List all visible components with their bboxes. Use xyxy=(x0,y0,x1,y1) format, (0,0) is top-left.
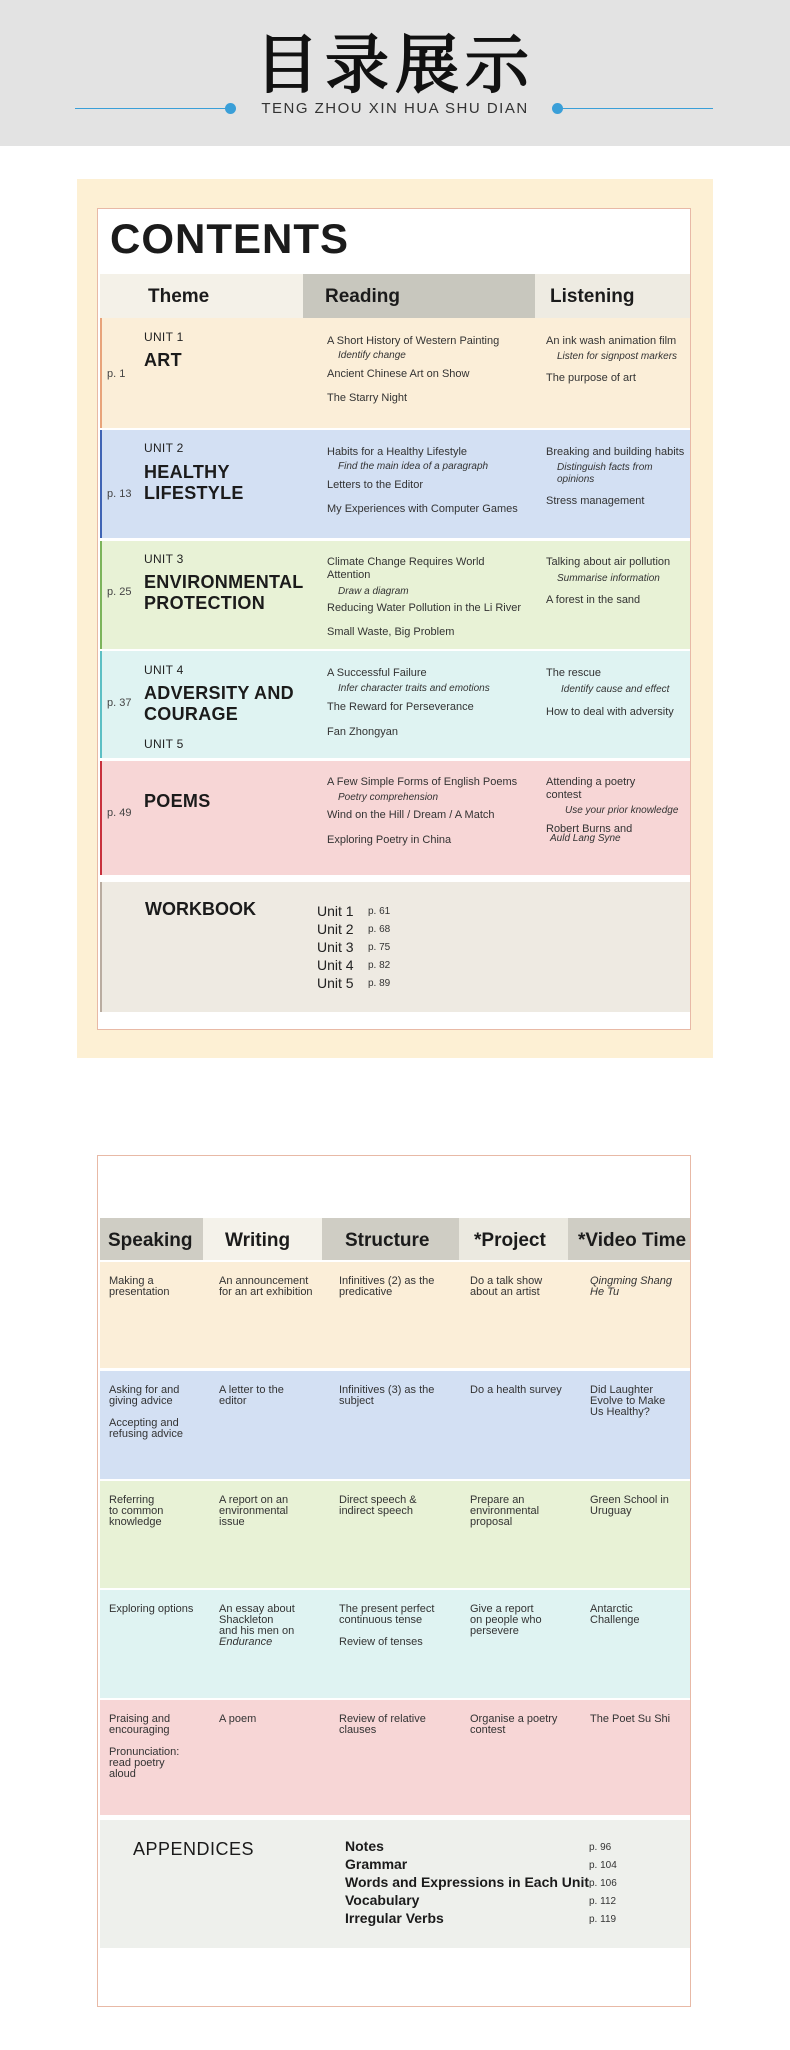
project-cell-line: proposal xyxy=(470,1516,513,1528)
reading-item: Ancient Chinese Art on Show xyxy=(327,368,470,380)
reading-item: The Starry Night xyxy=(327,392,408,404)
speaking-cell-line: to common xyxy=(109,1505,164,1517)
unit-title: ART xyxy=(144,350,182,370)
listening-skill: Summarise information xyxy=(557,573,660,584)
appendix-item: Words and Expressions in Each Unit xyxy=(345,1874,590,1890)
reading-item: Climate Change Requires World Attention xyxy=(327,556,485,581)
reading-item: Letters to the Editor xyxy=(327,479,423,491)
workbook-page: p. 82 xyxy=(368,960,391,971)
structure-cell-line: clauses xyxy=(339,1724,377,1736)
video-cell-line: Challenge xyxy=(590,1614,640,1626)
speaking-cell-line: encouraging xyxy=(109,1724,170,1736)
header-banner xyxy=(0,0,790,146)
speaking-cell-line: aloud xyxy=(109,1768,136,1780)
reading-item: A Short History of Western Painting xyxy=(327,335,500,347)
listening-skill: Auld Lang Syne xyxy=(550,833,621,844)
unit-title: COURAGE xyxy=(144,704,239,724)
unit-accent-bar xyxy=(100,761,102,875)
structure-cell-line: predicative xyxy=(339,1286,393,1298)
video-cell-line: He Tu xyxy=(590,1286,620,1298)
unit-title: PROTECTION xyxy=(144,593,266,613)
speaking-cell-line: Praising and xyxy=(109,1713,171,1725)
appendix-page: p. 104 xyxy=(589,1860,617,1871)
speaking-cell-line: presentation xyxy=(109,1286,170,1298)
banner-subtitle: TENG ZHOU XIN HUA SHU DIAN xyxy=(261,100,529,117)
workbook-unit: Unit 3 xyxy=(317,939,354,955)
video-cell-line: Antarctic xyxy=(590,1603,633,1615)
reading-item: Exploring Poetry in China xyxy=(327,834,452,846)
workbook-title: WORKBOOK xyxy=(145,899,256,919)
unit-label: UNIT 1 xyxy=(144,330,184,344)
project-cell-line: Organise a poetry xyxy=(470,1713,558,1725)
workbook-unit: Unit 5 xyxy=(317,975,354,991)
unit-accent-bar xyxy=(100,430,102,538)
writing-cell-line: An essay about xyxy=(219,1603,295,1615)
workbook-accent xyxy=(100,882,102,1012)
listening-item: The purpose of art xyxy=(546,372,636,384)
listening-skill: Use your prior knowledge xyxy=(565,805,679,816)
listening-skill: Listen for signpost markers xyxy=(557,351,678,362)
workbook-page: p. 61 xyxy=(368,906,391,917)
banner-title: 目录展示 xyxy=(255,29,535,103)
listening-item: An ink wash animation film xyxy=(546,335,677,347)
unit-accent-bar xyxy=(100,318,102,428)
speaking-cell-line: Accepting and xyxy=(109,1417,179,1429)
workbook-page: p. 75 xyxy=(368,942,391,953)
project-cell-line: Do a talk show xyxy=(470,1275,543,1287)
video-cell-line: Uruguay xyxy=(590,1505,632,1517)
reading-item: The Reward for Perseverance xyxy=(327,701,474,713)
structure-cell-line: continuous tense xyxy=(339,1614,423,1626)
speaking-cell-line: Pronunciation: xyxy=(109,1746,180,1758)
banner-right-line xyxy=(560,108,713,109)
writing-cell-line: editor xyxy=(219,1395,247,1407)
structure-cell-line: The present perfect xyxy=(339,1603,435,1615)
structure-cell-line: Infinitives (2) as the xyxy=(339,1275,435,1287)
unit-title: ENVIRONMENTAL xyxy=(144,572,304,592)
unit-page-number: p. 25 xyxy=(107,586,132,598)
listening-item: Breaking and building habits xyxy=(546,446,685,458)
speaking-cell-line: read poetry xyxy=(109,1757,165,1769)
unit-title: LIFESTYLE xyxy=(144,483,244,503)
reading-skill: Infer character traits and emotions xyxy=(338,683,490,694)
writing-cell-line: A report on an xyxy=(219,1494,289,1506)
unit-title: ADVERSITY AND xyxy=(144,683,294,703)
video-cell-line: Us Healthy? xyxy=(590,1406,650,1418)
listening-item: Stress management xyxy=(546,495,645,507)
project-cell-line: persevere xyxy=(470,1625,519,1637)
listening-item: A forest in the sand xyxy=(546,594,641,606)
structure-cell-line: Review of relative xyxy=(339,1713,426,1725)
writing-cell-line: A poem xyxy=(219,1713,257,1725)
project-cell-line: on people who xyxy=(470,1614,542,1626)
listening-item: The rescue xyxy=(546,667,602,679)
appendix-item: Grammar xyxy=(345,1856,408,1872)
structure-cell-line: subject xyxy=(339,1395,374,1407)
video-cell-line: Did Laughter xyxy=(590,1384,653,1396)
listening-item: Attending a poetry contest xyxy=(546,776,636,801)
writing-cell-line: issue xyxy=(219,1516,245,1528)
reading-item: Reducing Water Pollution in the Li River xyxy=(327,602,522,614)
project-cell-line: contest xyxy=(470,1724,506,1736)
structure-cell-line: Review of tenses xyxy=(339,1636,423,1648)
writing-cell-line: environmental xyxy=(219,1505,289,1517)
unit-label: UNIT 2 xyxy=(144,441,184,455)
unit-title: POEMS xyxy=(144,791,211,811)
unit-accent-bar xyxy=(100,651,102,758)
unit-label: UNIT 5 xyxy=(144,737,184,751)
contents-title: CONTENTS xyxy=(110,215,349,262)
appendix-item: Notes xyxy=(345,1838,384,1854)
writing-cell-line: Shackleton xyxy=(219,1614,274,1626)
header-writing: Writing xyxy=(203,1218,322,1260)
unit-page-number: p. 37 xyxy=(107,697,132,709)
header-speaking: Speaking xyxy=(100,1218,203,1260)
structure-cell-line: indirect speech xyxy=(339,1505,413,1517)
appendix-page: p. 96 xyxy=(589,1842,612,1853)
video-cell-line: Green School in xyxy=(590,1494,669,1506)
project-cell-line: Prepare an xyxy=(470,1494,525,1506)
project-cell-line: about an artist xyxy=(470,1286,540,1298)
reading-item: A Successful Failure xyxy=(327,667,427,679)
reading-item: Fan Zhongyan xyxy=(327,726,398,738)
listening-item: Robert Burns and xyxy=(546,823,633,835)
reading-item: My Experiences with Computer Games xyxy=(327,503,518,515)
reading-skill: Find the main idea of a paragraph xyxy=(338,461,489,472)
writing-cell-line: for an art exhibition xyxy=(219,1286,313,1298)
header-structure: Structure xyxy=(322,1218,459,1260)
writing-cell-line: and his men on xyxy=(219,1625,295,1637)
reading-item: A Few Simple Forms of English Poems xyxy=(327,776,518,788)
workbook-unit: Unit 2 xyxy=(317,921,354,937)
workbook-page: p. 89 xyxy=(368,978,391,989)
project-cell-line: environmental xyxy=(470,1505,540,1517)
reading-item: Habits for a Healthy Lifestyle xyxy=(327,446,468,458)
project-cell-line: Give a report xyxy=(470,1603,534,1615)
header-listening: Listening xyxy=(535,274,690,318)
header-video-time: *Video Time xyxy=(568,1218,690,1260)
workbook-page: p. 68 xyxy=(368,924,391,935)
structure-cell-line: Infinitives (3) as the xyxy=(339,1384,435,1396)
video-cell-line: The Poet Su Shi xyxy=(590,1713,671,1725)
reading-item: Small Waste, Big Problem xyxy=(327,626,455,638)
structure-cell-line: Direct speech & xyxy=(339,1494,417,1506)
reading-skill: Draw a diagram xyxy=(338,586,409,597)
listening-item: Talking about air pollution xyxy=(546,556,671,568)
writing-cell-line: An announcement xyxy=(219,1275,309,1287)
project-cell-line: Do a health survey xyxy=(470,1384,562,1396)
writing-cell-line: A letter to the xyxy=(219,1384,284,1396)
unit-label: UNIT 3 xyxy=(144,552,184,566)
reading-skill: Poetry comprehension xyxy=(338,792,439,803)
appendix-page: p. 119 xyxy=(589,1914,617,1925)
writing-cell-line: Endurance xyxy=(219,1636,273,1648)
unit-page-number: p. 49 xyxy=(107,807,132,819)
header-theme: Theme xyxy=(100,274,303,318)
speaking-cell-line: giving advice xyxy=(109,1395,173,1407)
video-cell-line: Evolve to Make xyxy=(590,1395,666,1407)
unit-accent-bar xyxy=(100,541,102,649)
speaking-cell-line: Referring xyxy=(109,1494,155,1506)
appendix-page: p. 112 xyxy=(589,1896,617,1907)
speaking-cell-line: knowledge xyxy=(109,1516,162,1528)
reading-skill: Identify change xyxy=(338,350,406,361)
listening-item: How to deal with adversity xyxy=(546,706,674,718)
reading-item: Wind on the Hill / Dream / A Match xyxy=(327,809,495,821)
unit-title: HEALTHY xyxy=(144,462,230,482)
speaking-cell-line: refusing advice xyxy=(109,1428,183,1440)
appendices-title: APPENDICES xyxy=(133,1839,255,1859)
unit-page-number: p. 13 xyxy=(107,488,132,500)
appendix-page: p. 106 xyxy=(589,1878,617,1889)
appendix-item: Irregular Verbs xyxy=(345,1910,444,1926)
listening-skill: Distinguish facts from opinions xyxy=(557,462,653,485)
header-project: *Project xyxy=(459,1218,568,1260)
appendix-item: Vocabulary xyxy=(345,1892,420,1908)
speaking-cell-line: Asking for and xyxy=(109,1384,180,1396)
workbook-unit: Unit 1 xyxy=(317,903,354,919)
video-cell-line: Qingming Shang xyxy=(590,1275,672,1287)
unit-label: UNIT 4 xyxy=(144,663,184,677)
header-reading: Reading xyxy=(303,274,535,318)
workbook-unit: Unit 4 xyxy=(317,957,354,973)
unit-page-number: p. 1 xyxy=(107,368,126,380)
speaking-cell-line: Exploring options xyxy=(109,1603,194,1615)
listening-skill: Identify cause and effect xyxy=(561,684,670,695)
speaking-cell-line: Making a xyxy=(109,1275,154,1287)
